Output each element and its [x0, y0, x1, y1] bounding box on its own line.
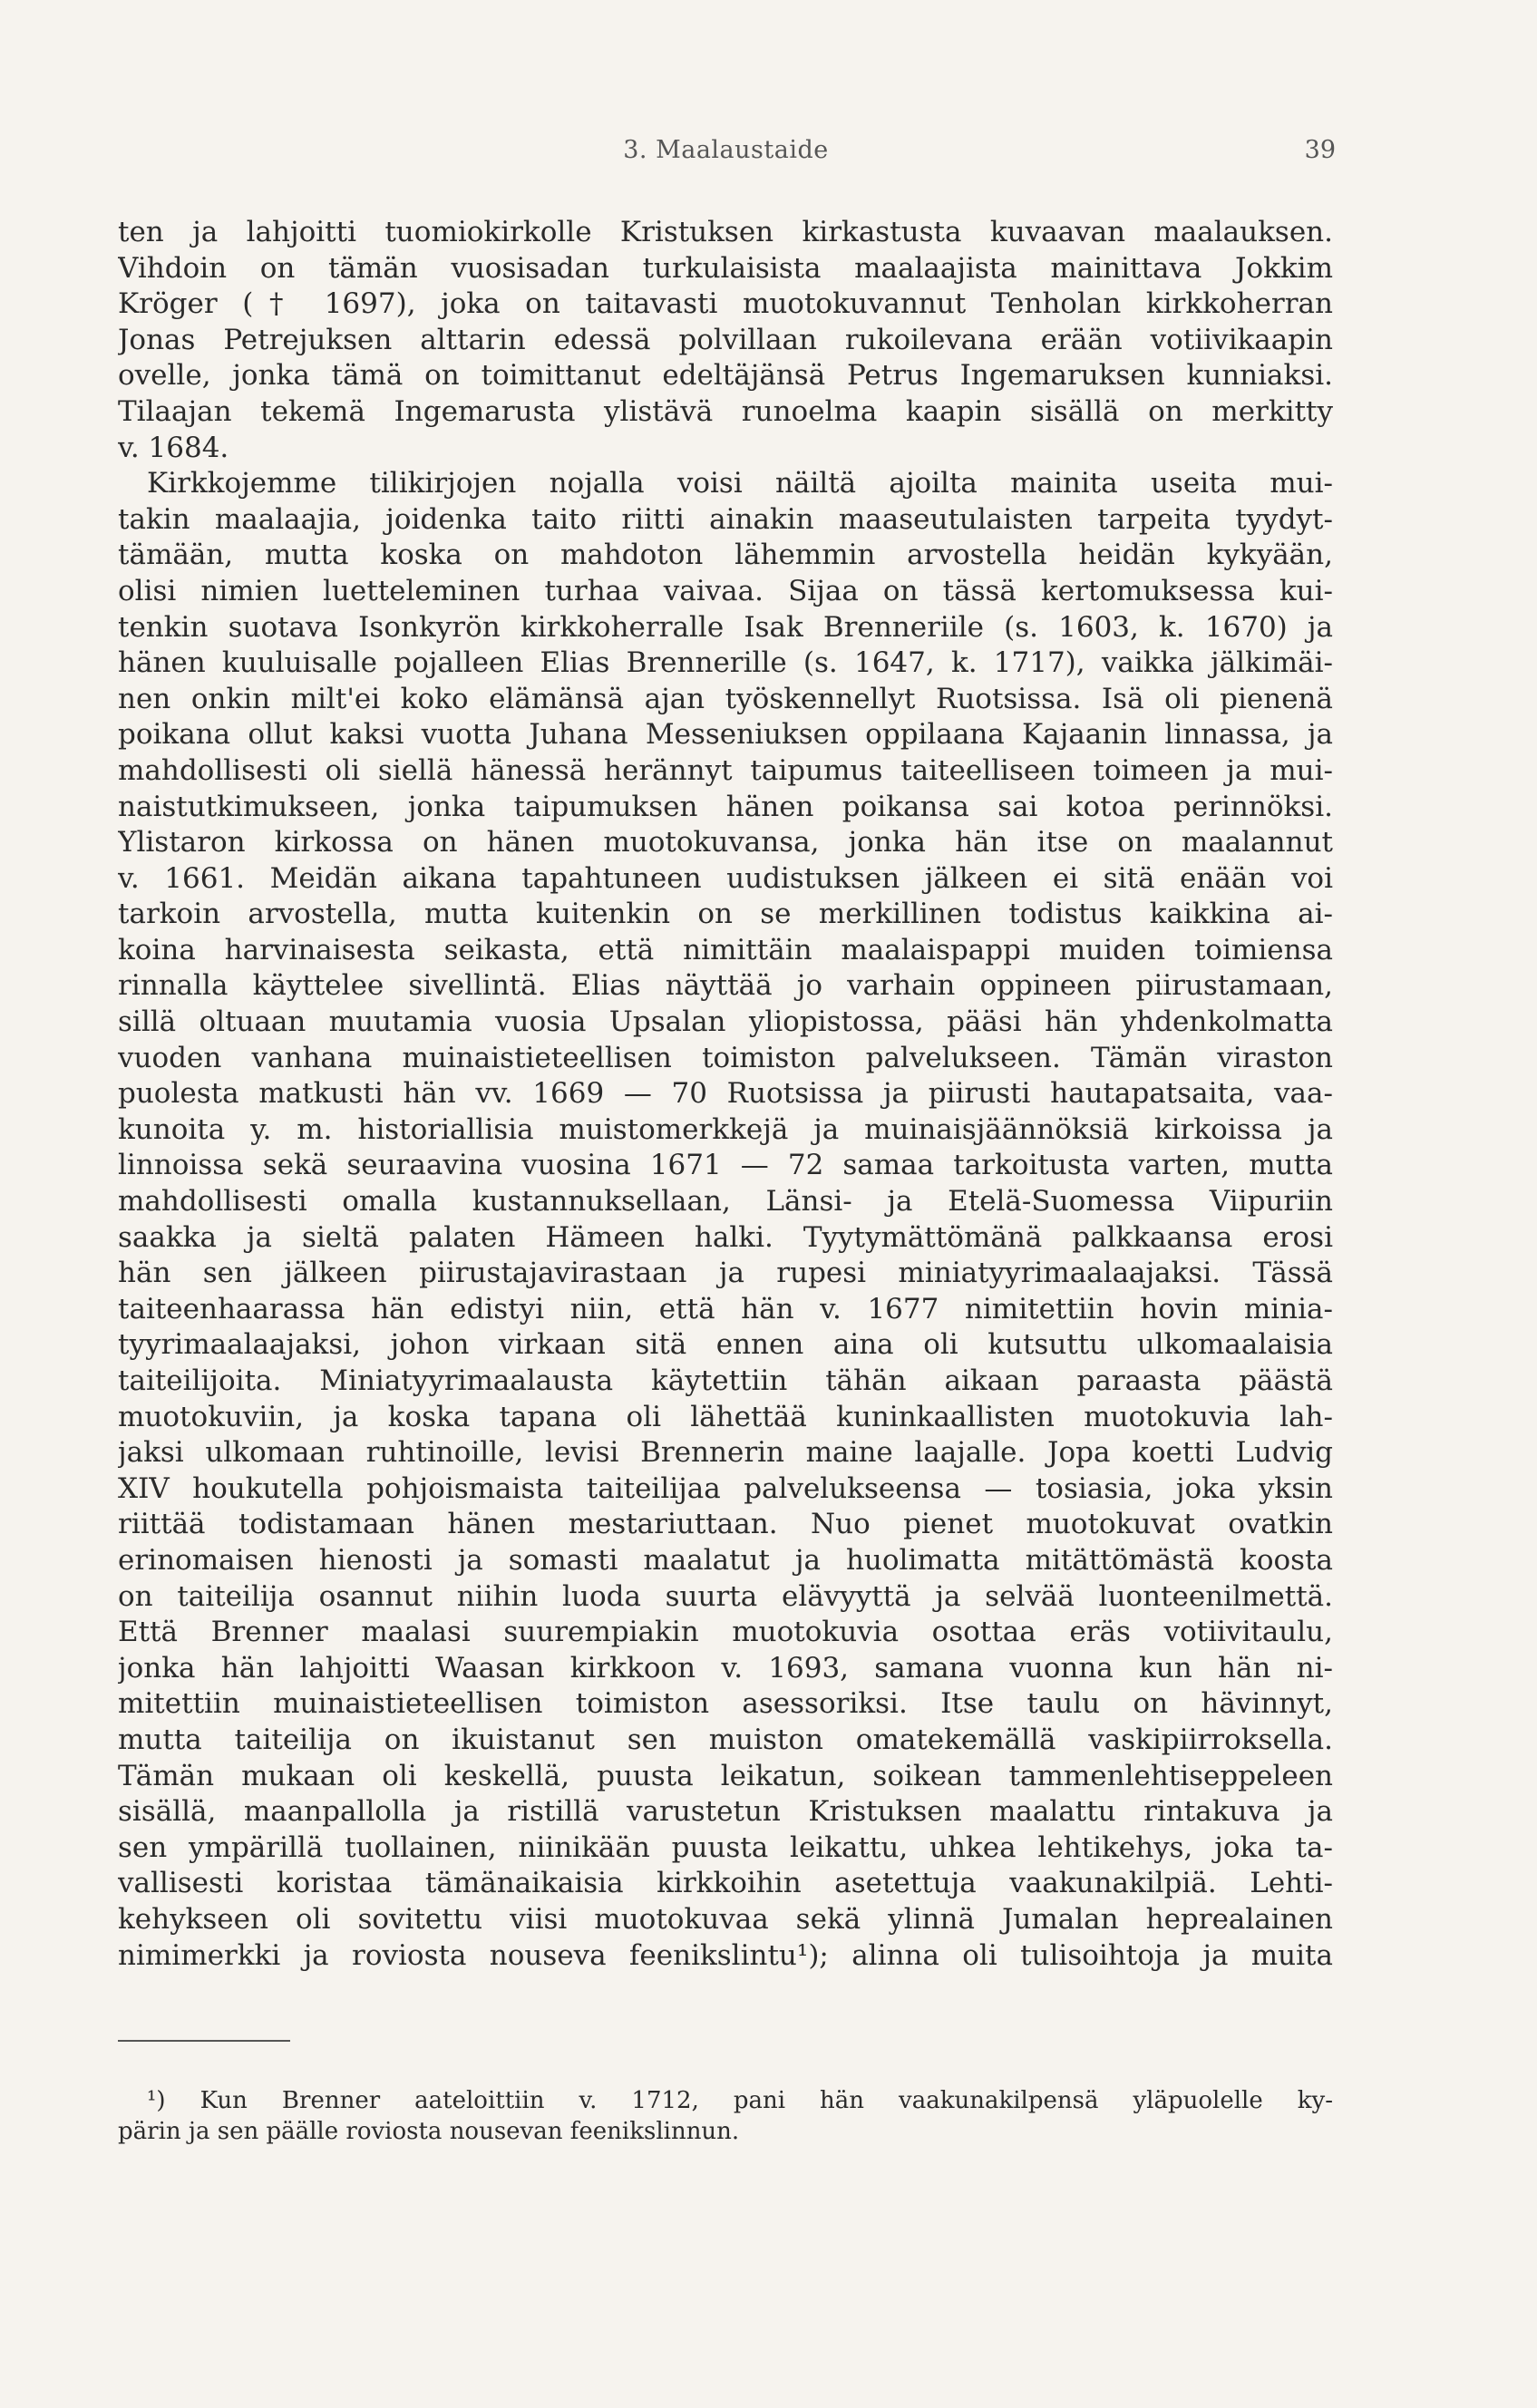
- text-line: Tämän mukaan oli keskellä, puusta leikatun, soikean tammenlehtiseppeleen: [118, 1759, 1333, 1792]
- text-line: mitettiin muinaistieteellisen toimiston asessoriksi. Itse taulu on hävinnyt,: [118, 1687, 1333, 1721]
- text-line: v. 1684.: [118, 431, 229, 464]
- text-line: nimimerkki ja roviosta nouseva feenikslintu¹); alinna oli tulisoihtoja ja muita: [118, 1938, 1333, 1972]
- text-line: olisi nimien luetteleminen turhaa vaivaa. Sijaa on tässä kertomuksessa kui-: [118, 574, 1333, 607]
- text-line: Vihdoin on tämän vuosisadan turkulaisista maalaajista mainittava Jokkim: [118, 251, 1333, 285]
- text-line: sisällä, maanpallolla ja ristillä varustetun Kristuksen maalattu rintakuva ja: [118, 1795, 1333, 1829]
- text-line: hänen kuuluisalle pojalleen Elias Brennerille (s. 1647, k. 1717), vaikka jälkimäi-: [118, 646, 1333, 680]
- text-line: XIV houkutella pohjoismaista taiteilijaa palvelukseensa — tosiasia, joka yksin: [118, 1471, 1333, 1505]
- text-line: sen ympärillä tuollainen, niinikään puusta leikattu, uhkea lehtikehys, joka ta-: [118, 1830, 1333, 1864]
- text-line: naistutkimukseen, jonka taipumuksen hänen poikansa sai kotoa perinnöksi.: [118, 790, 1333, 823]
- text-line: rinnalla käyttelee sivellintä. Elias näyttää jo varhain oppineen piirustamaan,: [118, 969, 1333, 1003]
- body-text: [118, 215, 1333, 1974]
- text-line: kunoita y. m. historiallisia muistomerkkejä ja muinaisjäännöksiä kirkoissa ja: [118, 1112, 1333, 1146]
- text-line: muotokuviin, ja koska tapana oli lähettää kuninkaallisten muotokuvia lah-: [118, 1400, 1333, 1433]
- text-line: koina harvinaisesta seikasta, että nimittäin maalaispappi muiden toimiensa: [118, 933, 1333, 966]
- text-line: on taiteilija osannut niihin luoda suurta elävyyttä ja selvää luonteenilmettä.: [118, 1579, 1333, 1613]
- text-line: sillä oltuaan muutamia vuosia Upsalan yliopistossa, pääsi hän yhdenkolmatta: [118, 1005, 1333, 1039]
- text-line: tämään, mutta koska on mahdoton lähemmin arvostella heidän kykyään,: [118, 539, 1333, 572]
- footnotes: [118, 2085, 1333, 2147]
- text-line: Kröger († 1697), joka on taitavasti muotokuvannut Tenholan kirkkoherran: [118, 287, 1333, 321]
- text-line: kehykseen oli sovitettu viisi muotokuvaa sekä ylinnä Jumalan heprealainen: [118, 1902, 1333, 1936]
- text-line: v. 1661. Meidän aikana tapahtuneen uudistuksen jälkeen ei sitä enään voi: [118, 861, 1333, 895]
- text-line: Tilaajan tekemä Ingemarusta ylistävä runoelma kaapin sisällä on merkitty: [118, 394, 1333, 428]
- text-line: riittää todistamaan hänen mestariuttaan. Nuo pienet muotokuvat ovatkin: [118, 1508, 1333, 1541]
- text-line: vallisesti koristaa tämänaikaisia kirkkoihin asetettuja vaakunakilpiä. Lehti-: [118, 1867, 1333, 1900]
- text-line: Kirkkojemme tilikirjojen nojalla voisi näiltä ajoilta mainita useita mui-: [147, 467, 1333, 500]
- text-line: tyyrimaalaajaksi, johon virkaan sitä ennen aina oli kutsuttu ulkomaalaisia: [118, 1328, 1333, 1362]
- text-line: jaksi ulkomaan ruhtinoille, levisi Brennerin maine laajalle. Jopa koetti Ludvig: [118, 1436, 1333, 1470]
- running-head: [116, 136, 1336, 172]
- text-line: taiteenhaarassa hän edistyi niin, että hän v. 1677 nimitettiin hovin minia-: [118, 1292, 1333, 1325]
- text-line: ten ja lahjoitti tuomiokirkolle Kristuksen kirkastusta kuvaavan maalauksen.: [118, 216, 1333, 248]
- text-line: Jonas Petrejuksen alttarin edessä polvillaan rukoilevana erään votiivikaapin: [118, 323, 1333, 356]
- text-line: poikana ollut kaksi vuotta Juhana Messeniuksen oppilaana Kajaanin linnassa, ja: [118, 718, 1333, 752]
- text-line: hän sen jälkeen piirustajavirastaan ja rupesi miniatyyrimaalaajaksi. Tässä: [118, 1257, 1333, 1290]
- text-line: Että Brenner maalasi suurempiakin muotokuvia osottaa eräs votiivitaulu,: [118, 1616, 1333, 1649]
- footnote-line: ¹) Kun Brenner aateloittiin v. 1712, pani hän vaakunakilpensä yläpuolelle ky-: [147, 2087, 1333, 2114]
- text-line: erinomaisen hienosti ja somasti maalatut ja huolimatta mitättömästä koosta: [118, 1543, 1333, 1577]
- chapter-title: 3. Maalaustaide: [623, 136, 829, 164]
- text-line: tenkin suotava Isonkyrön kirkkoherralle Isak Brenneriile (s. 1603, k. 1670) ja: [118, 610, 1333, 644]
- page-number: 39: [1304, 136, 1336, 164]
- text-line: vuoden vanhana muinaistieteellisen toimiston palvelukseen. Tämän viraston: [118, 1041, 1333, 1074]
- text-line: nen onkin milt'ei koko elämänsä ajan työskennellyt Ruotsissa. Isä oli pienenä: [118, 682, 1333, 715]
- text-line: tarkoin arvostella, mutta kuitenkin on se merkillinen todistus kaikkina ai-: [118, 898, 1333, 931]
- text-line: ovelle, jonka tämä on toimittanut edeltäjänsä Petrus Ingemaruksen kunniaksi.: [118, 359, 1333, 393]
- text-line: jonka hän lahjoitti Waasan kirkkoon v. 1693, samana vuonna kun hän ni-: [118, 1651, 1333, 1685]
- text-line: mahdollisesti oli siellä hänessä herännyt taipumus taiteelliseen toimeen ja mui-: [118, 753, 1333, 787]
- text-line: takin maalaajia, joidenka taito riitti ainakin maaseutulaisten tarpeita tyydyt-: [118, 502, 1333, 536]
- text-line: mahdollisesti omalla kustannuksellaan, Länsi- ja Etelä-Suomessa Viipuriin: [118, 1185, 1333, 1219]
- text-line: linnoissa sekä seuraavina vuosina 1671 — 72 samaa tarkoitusta varten, mutta: [118, 1149, 1333, 1182]
- text-line: Ylistaron kirkossa on hänen muotokuvansa, jonka hän itse on maalannut: [118, 826, 1333, 859]
- text-line: puolesta matkusti hän vv. 1669 — 70 Ruotsissa ja piirusti hautapatsaita, vaa-: [118, 1077, 1333, 1111]
- text-line: taiteilijoita. Miniatyyrimaalausta käytettiin tähän aikaan paraasta päästä: [118, 1364, 1333, 1397]
- text-line: mutta taiteilija on ikuistanut sen muiston omatekemällä vaskipiirroksella.: [118, 1723, 1333, 1756]
- text-line: saakka ja sieltä palaten Hämeen halki. Tyytymättömänä palkkaansa erosi: [118, 1220, 1333, 1254]
- footnote-divider: [118, 2040, 290, 2042]
- footnote-line: pärin ja sen päälle roviosta nousevan feenikslinnun.: [118, 2118, 740, 2145]
